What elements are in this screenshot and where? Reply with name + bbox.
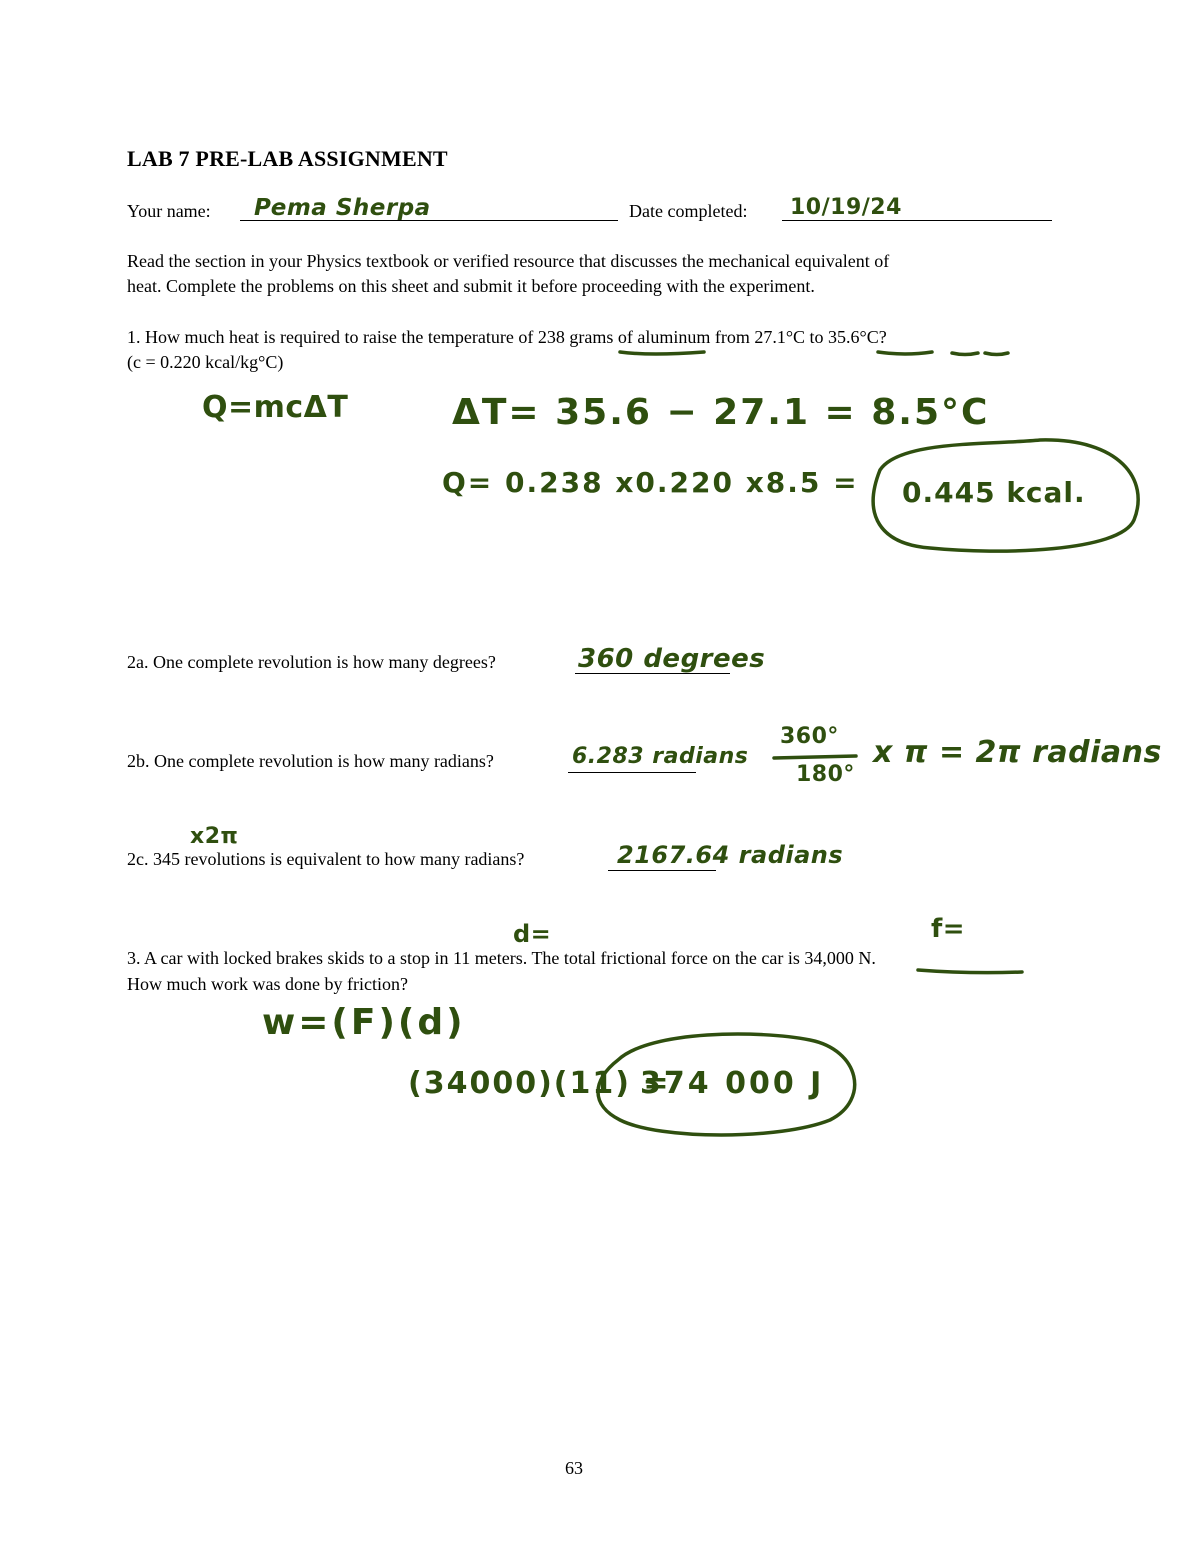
q3-answer-circle — [598, 1034, 855, 1135]
q1-underline-start-temp — [878, 352, 932, 354]
intro-line-1: Read the section in your Physics textbook or verified resource that discusses the mechanical equivalent of — [127, 251, 890, 271]
q3-work-answer: 374 000 J — [640, 1066, 825, 1101]
q1-work-calculation: Q= 0.238 x0.220 x8.5 = — [442, 466, 859, 499]
q3-note-f: f= — [931, 914, 966, 944]
q1-answer-circle — [873, 440, 1138, 551]
q2b-answer: 6.283 radians — [572, 744, 749, 769]
q2a-answer: 360 degrees — [578, 644, 766, 674]
q2b-text: 2b. One complete revolution is how many radians? — [127, 751, 494, 771]
q2c-note: x2π — [190, 824, 239, 849]
q3-note-d: d= — [513, 920, 552, 948]
q2b-work-result: x π = 2π radians — [873, 735, 1162, 770]
q2a-text: 2a. One complete revolution is how many degrees? — [127, 652, 496, 672]
q3-work-formula: w=(F)(d) — [262, 1002, 466, 1043]
q1-text-line-2: (c = 0.220 kcal/kg°C) — [127, 352, 284, 372]
q2c-answer: 2167.64 radians — [617, 841, 844, 869]
q2c-text: 2c. 345 revolutions is equivalent to how many radians? — [127, 849, 525, 869]
q1-work-delta-t: ΔT= 35.6 − 27.1 = 8.5°C — [452, 392, 990, 433]
date-label: Date completed: — [629, 201, 748, 221]
date-field-value: 10/19/24 — [790, 195, 902, 220]
q1-underline-end-temp-2 — [985, 353, 1008, 355]
q3-work-calculation: (34000)(11) = — [408, 1066, 671, 1101]
q1-text-line-1: 1. How much heat is required to raise the temperature of 238 grams of aluminum from 27.1°C to 35.6°C? — [127, 327, 887, 347]
name-label: Your name: — [127, 201, 211, 221]
q2b-work-denominator: 180° — [796, 762, 855, 787]
page-title: LAB 7 PRE-LAB ASSIGNMENT — [127, 146, 448, 171]
q1-underline-mass — [620, 352, 704, 354]
intro-line-2: heat. Complete the problems on this sheet and submit it before proceeding with the experiment. — [127, 276, 815, 296]
q2b-work-numerator: 360° — [780, 724, 839, 749]
name-field-value: Pema Sherpa — [254, 195, 431, 221]
q2b-fraction-bar — [774, 756, 856, 758]
q1-work-formula: Q=mcΔT — [202, 390, 349, 425]
q3-text-line-1: 3. A car with locked brakes skids to a stop in 11 meters. The total frictional force on the car is 34,000 N. — [127, 948, 876, 968]
q3-underline-force — [918, 970, 1022, 973]
q1-work-answer: 0.445 kcal. — [902, 476, 1086, 509]
q1-underline-end-temp — [952, 353, 978, 355]
page-number: 63 — [565, 1458, 583, 1478]
q3-text-line-2: How much work was done by friction? — [127, 974, 408, 994]
